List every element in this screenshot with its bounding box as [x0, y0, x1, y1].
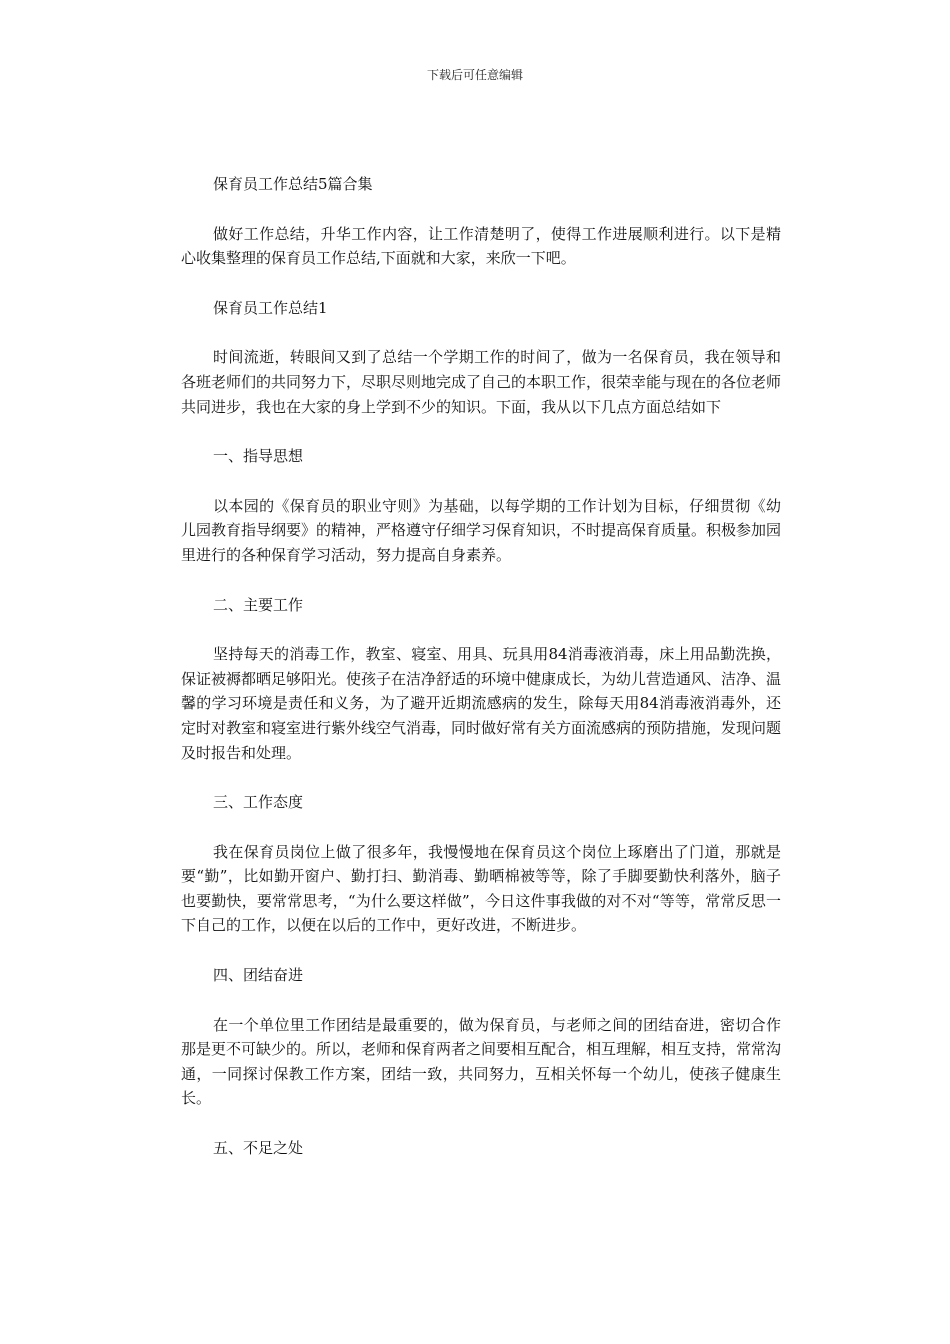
paragraph-teamwork: 在一个单位里工作团结是最重要的，做为保育员，与老师之间的团结奋进，密切合作那是更不可缺少的。所以，老师和保育两者之间要相互配合，相互理解，相互支持，常常沟通，一同探讨保教工作方案，团结一致，共同努力，互相关怀每一个幼儿，使孩子健康生长。 — [181, 1015, 782, 1108]
heading-guiding-ideas: 一、指导思想 — [213, 447, 304, 466]
heading-work-attitude: 三、工作态度 — [213, 793, 304, 812]
paragraph-guiding-ideas: 以本园的《保育员的职业守则》为基础，以每学期的工作计划为目标，仔细贯彻《幼儿园教育指导纲要》的精神，严格遵守仔细学习保育知识，不时提高保育质量。积极参加园里进行的各种保育学习活动，努力提高自身素养。 — [181, 496, 782, 564]
intro-paragraph: 做好工作总结，升华工作内容，让工作清楚明了，使得工作进展顺利进行。以下是精心收集整理的保育员工作总结,下面就和大家，来欣一下吧。 — [181, 224, 781, 268]
paragraph-main-work: 坚持每天的消毒工作，教室、寝室、用具、玩具用84消毒液消毒，床上用品勤洗换，保证被褥都晒足够阳光。使孩子在洁净舒适的环境中健康成长，为幼儿营造通风、洁净、温馨的学习环境是责任和义务，为了避开近期流感病的发生，除每天用84消毒液消毒外，还定时对教室和寝室进行紫外线空气消毒，同时做好常有关方面流感病的预防措施，发现问题及时报告和处理。 — [181, 645, 782, 762]
heading-main-work: 二、主要工作 — [213, 595, 304, 614]
document-body — [181, 172, 781, 1161]
heading-teamwork: 四、团结奋进 — [213, 966, 304, 985]
section-1-title: 保育员工作总结1 — [213, 298, 328, 317]
section-1-intro-paragraph: 时间流逝，转眼间又到了总结一个学期工作的时间了，做为一名保育员，我在领导和各班老师们的共同努力下，尽职尽则地完成了自己的本职工作，很荣幸能与现在的各位老师共同进步，我也在大家的身上学到不少的知识。下面，我从以下几点方面总结如下 — [181, 348, 782, 416]
download-note: 下载后可任意编辑 — [426, 68, 523, 82]
paragraph-work-attitude: 我在保育员岗位上做了很多年，我慢慢地在保育员这个岗位上琢磨出了门道，那就是要“勤”，比如勤开窗户、勤打扫、勤消毒、勤晒棉被等等，除了手脚要勤快利落外，脑子也要勤快，要常常思考，“为什么要这样做”，今日这件事我做的对不对“等等，常常反思一下自己的工作，以便在以后的工作中，更好改进，不断进步。 — [181, 842, 781, 935]
document-title: 保育员工作总结5篇合集 — [213, 175, 373, 193]
heading-shortcomings: 五、不足之处 — [213, 1139, 304, 1158]
